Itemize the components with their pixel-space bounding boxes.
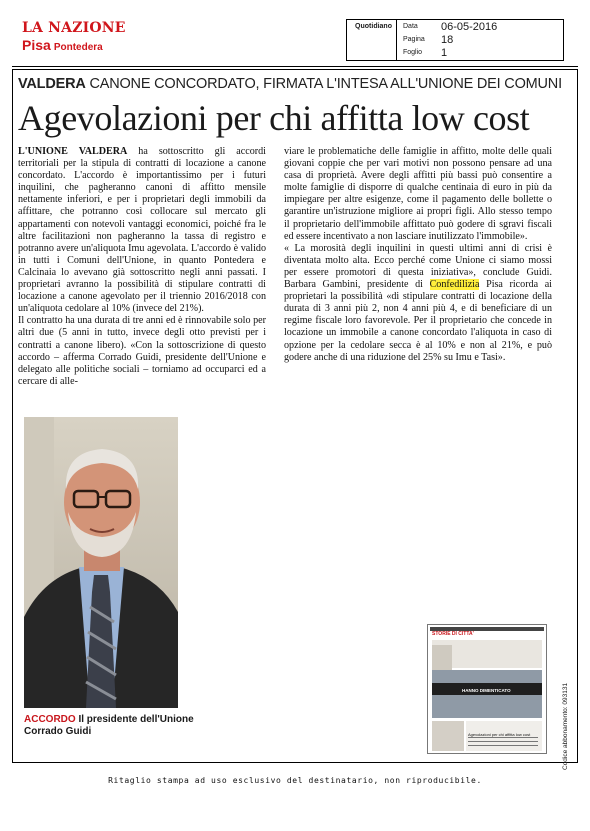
paragraph: Il contratto ha una durata di tre anni ed è rinnovabile solo per altri due (5 anni in tutto, invece degli otto previsti per i contratti a canone libero). «Con la sottoscrizione di questo accordo – afferma Corrado Guidi, presidente dell'Unione e delegato alle politiche sociali – torniamo ad occuparci ed a cercare di alle- xyxy=(18,315,266,387)
meta-value: 18 xyxy=(441,34,454,46)
masthead xyxy=(22,20,126,56)
article-kicker xyxy=(18,76,578,92)
paragraph: viare le problematiche delle famiglie in affitto, molte delle quali giovani coppie che per vari motivi non possono pensare ad una casa di proprietà. Avere degli affitti più bassi può consentire a molte famiglie di disporre di qualche centinaia di euro in più da impiegare per altre esigenze, come il pagamento delle bollette o garantire un'istruzione migliore ai propri figli. Allo stesso tempo il proprietario dell'immobile affittato può godere di sgravi fiscali ed essere incentivato a non lasciare inutilizzato l'immobile». xyxy=(284,146,552,242)
meta-label: Foglio xyxy=(403,49,423,56)
meta-label: Pagina xyxy=(403,36,425,43)
lead-in: L'UNIONE VALDERA xyxy=(18,146,128,157)
publication-kind: Quotidiano xyxy=(347,20,397,60)
meta-label: Data xyxy=(403,23,418,30)
caption-lead: ACCORDO xyxy=(24,714,76,725)
meta-value: 1 xyxy=(441,47,448,59)
newspaper-edition xyxy=(22,37,126,56)
paragraph-text: Pisa ricorda ai proprietari la possibilità «di stipulare contratti di locazione della durata di 3 anni più 2, non 4 anni più 4, e di beneficiare di un regime fiscale loro favorevole. Per il proprietario che concede in locazione un immobile a canone concordato l'aliquota in caso di opzione per la cedolare secca è al 10% e non al 21%, e può godere anche di una riduzione del 25% su Imu e Tasi». xyxy=(284,279,552,363)
paragraph-text: « La morosità degli inquilini in questi ultimi anni di crisi è diventata molto alta. Ecco perché come Unione ci siamo mossi per essere promotori di questa iniziativa», conclude Guidi. Barbara Gambini, presidente di xyxy=(284,242,552,291)
clipping-meta-box xyxy=(346,19,564,61)
subscription-code xyxy=(560,682,572,770)
meta-row-date xyxy=(403,21,563,34)
page-thumbnail xyxy=(427,624,547,754)
highlighted-term: Confedilizia xyxy=(429,279,480,291)
meta-row-sheet xyxy=(403,47,563,60)
meta-value: 06-05-2016 xyxy=(441,21,498,33)
article-column-right xyxy=(284,146,552,364)
paragraph xyxy=(18,146,266,315)
thumbnail-section: STORIE DI CITTA' xyxy=(432,631,474,637)
header-divider xyxy=(12,66,578,67)
clipping-notice: Ritaglio stampa ad uso esclusivo del destinatario, non riproducibile. xyxy=(108,776,482,785)
article-column-left xyxy=(18,146,266,388)
kicker-location: VALDERA xyxy=(18,76,86,92)
caption-text: Il presidente dell'Unione Corrado Guidi xyxy=(24,714,194,737)
photo-caption xyxy=(24,714,194,738)
portrait-illustration xyxy=(24,417,178,708)
subscription-code-text: Codice abbonamento: 093131 xyxy=(562,682,569,770)
article-headline: Agevolazioni per chi affitta low cost xyxy=(18,98,530,138)
paragraph xyxy=(284,243,552,364)
edition-area: Pontedera xyxy=(53,42,103,53)
edition-city: Pisa xyxy=(22,37,51,53)
thumbnail-headline: Agevolazioni per chi affitta low cost xyxy=(468,732,531,737)
paragraph-text: ha sottoscritto gli accordi territoriali per la stipula di contratti di locazione a canone concordato. L'accordo è importantissimo per i futuri inquilini, che pagheranno canoni di affitto mensile nettamente inferiori, e per i proprietari degli immobili da affittare, che potranno così collocare sul mercato gli appartamenti con notevoli vantaggi economici, poiché fra le altre facilitazioni non pagheranno la tassa di registro e potranno avere un'aliquota Imu agevolata. L'accordo è valido in tutti i Comuni dell'Unione, in quanto Pontedera e Calcinaia lo avevano già sottoscritto negli anni passati. I proprietari avranno la possibilità di stipulare contratti di locazione a canone agevolato per il triennio 2016/2018 con un'aliquota cedolare al 10% (invece del 21%). xyxy=(18,146,266,315)
thumbnail-banner: HANNO DIMENTICATO xyxy=(462,688,511,693)
portrait-photo xyxy=(24,417,178,708)
meta-row-page xyxy=(403,34,563,47)
kicker-text: CANONE CONCORDATO, FIRMATA L'INTESA ALL'UNIONE DEI COMUNI xyxy=(89,76,562,92)
newspaper-name: LA NAZIONE xyxy=(22,20,126,36)
